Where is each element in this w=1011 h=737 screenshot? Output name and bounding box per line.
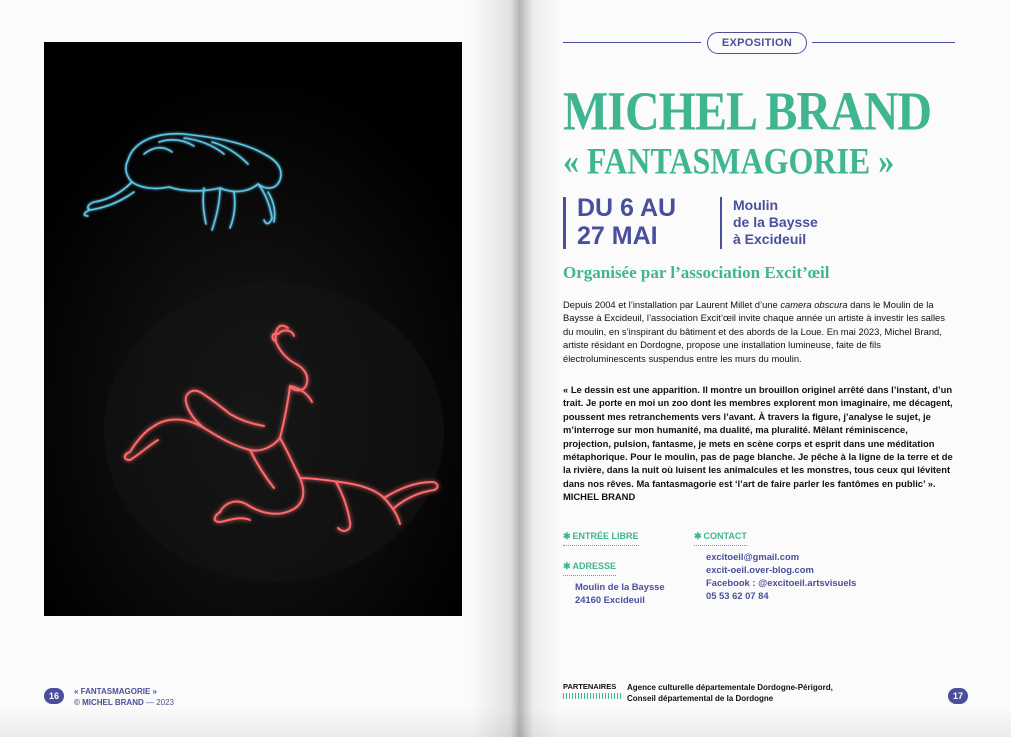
dates-divider	[563, 197, 566, 249]
contact-email-link[interactable]: excitoeil@gmail.com	[706, 551, 800, 562]
photo-credits	[74, 686, 274, 708]
credit-title: « FANTASMAGORIE »	[74, 687, 157, 696]
neon-drawings-illustration	[44, 42, 462, 616]
asterisk-icon: ✱	[694, 531, 702, 541]
address-line-1: Moulin de la Baysse	[575, 581, 665, 592]
partners-label: PARTENAIRES	[563, 682, 617, 691]
adresse-heading: ✱ ADRESSE	[563, 561, 616, 576]
dates-line-1: DU 6 AU	[577, 194, 677, 222]
venue-line-1: Moulin	[733, 197, 779, 213]
page-number-right: 17	[948, 688, 968, 704]
venue-line-2: de la Baysse	[733, 214, 818, 230]
artist-quote-paragraph	[563, 383, 955, 504]
partner-1: Agence culturelle départementale Dordogne-Périgord,	[627, 683, 833, 692]
asterisk-icon: ✱	[563, 531, 571, 541]
section-badge: EXPOSITION	[707, 32, 807, 54]
venue-divider	[720, 197, 722, 249]
contact-heading: ✱ CONTACT	[694, 531, 747, 546]
exhibition-venue	[733, 197, 818, 248]
neon-drawings-photo	[44, 42, 462, 616]
address-line-2: 24160 Excideuil	[575, 594, 645, 605]
page-number-left: 16	[44, 688, 64, 704]
contact-block	[706, 550, 856, 602]
page-gutter-shadow	[470, 0, 560, 737]
contact-blog-link[interactable]: excit-oeil.over-blog.com	[706, 564, 814, 575]
organizer-heading: Organisée par l’association Excit’œil	[563, 263, 830, 282]
header-rule-right	[812, 42, 955, 43]
asterisk-icon: ✱	[563, 561, 571, 571]
page-bottom-shade	[0, 707, 1011, 737]
partners-list	[627, 682, 833, 704]
page-title: MICHEL BRAND	[563, 81, 932, 143]
intro-paragraph: Depuis 2004 et l’installation par Laurent Millet d’une camera obscura dans le Moulin de la Baysse à Excideuil, l’association Excit’œil invite chaque année un artiste à investir les salles du moulin, en s’inspirant du bâtiment et des abords de la Loue. En mai 2023, Michel Brand, artiste résidant en Dordogne, propose une installation lumineuse, faite de fils électroluminescents suspendus entre les murs du moulin.	[563, 299, 945, 364]
venue-line-3: à Excideuil	[733, 231, 807, 247]
quote-signature: MICHEL BRAND	[563, 491, 636, 503]
contact-phone: 05 53 62 07 84	[706, 590, 769, 601]
partner-2: Conseil départemental de la Dordogne	[627, 694, 774, 703]
contact-facebook-link[interactable]: Facebook : @excitoeil.artsvisuels	[706, 577, 857, 588]
credit-author: © MICHEL BRAND — 2023	[74, 698, 174, 707]
partners-decoration	[563, 693, 621, 699]
dates-line-2: 27 MAI	[577, 222, 658, 250]
exhibition-dates	[577, 194, 676, 250]
artist-quote: « Le dessin est une apparition. Il montre un brouillon originel arrêté dans l’instant, d’un trait. Je porte en moi un zoo dont les membres explorent mon imaginaire, me décagent, poussent mes retranchements vers l’avant. À travers la figure, j’analyse le sujet, je m’interroge sur mon humanité, ma dualité, ma pluralité. Mêlant réminiscence, projection, pulsion, fantasme, je mets en scène corps et esprit dans une méditation métaphorique. Pour le moulin, pas de page blanche. Je pêche à la ligne de la terre et de la rivière, dans la nuit où luisent les animalcules et les monstres, tous ceux qui lévitent dans nos rêves. Ma fantasmagorie est ‘l’art de faire parler les fantômes en public’ ».	[563, 384, 953, 489]
address-block	[575, 580, 665, 606]
page-subtitle: « FANTASMAGORIE »	[563, 140, 895, 182]
header-rule-left	[563, 42, 701, 43]
entree-libre-heading: ✱ ENTRÉE LIBRE	[563, 531, 639, 546]
